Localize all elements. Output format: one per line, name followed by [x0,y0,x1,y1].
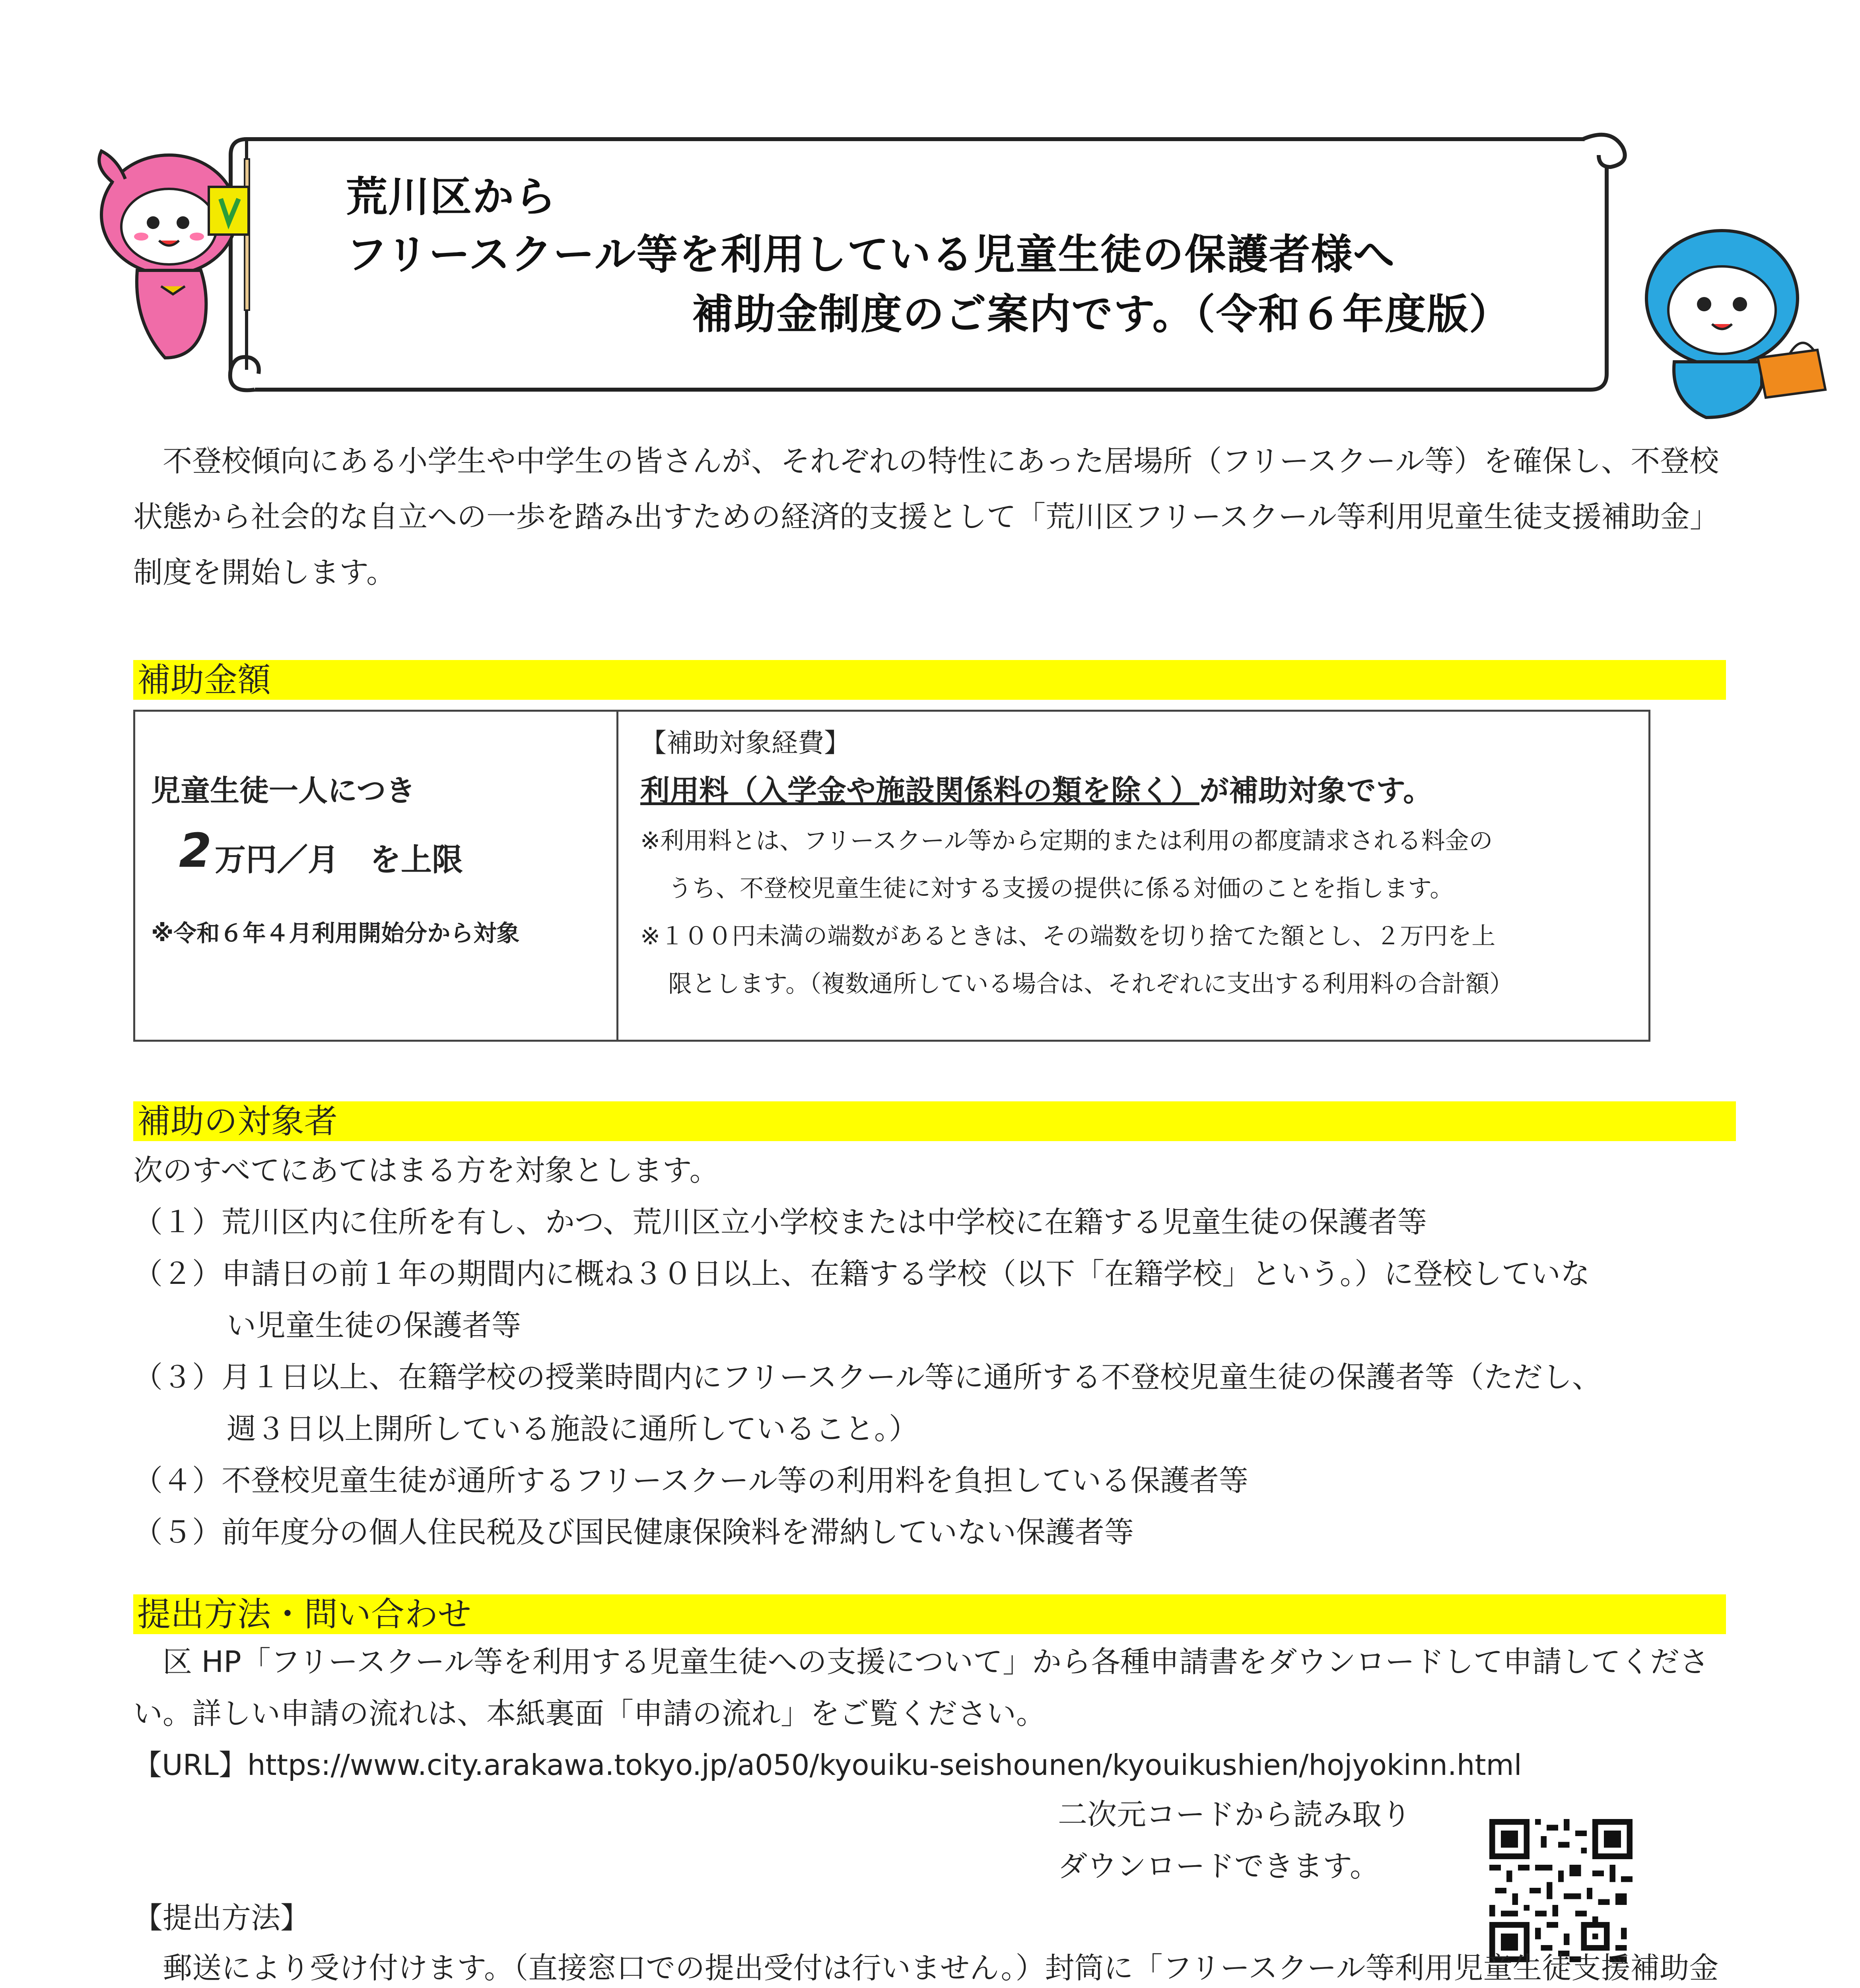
banner-line-1: 荒川区から [346,173,557,221]
method-text: 郵送により受け付けます。（直接窓口での提出受付は行いません。）封筒に「フリースクール等利用児童生徒支援補助金 [163,1951,1719,1985]
submit-paragraph: 区 HP「フリースクール等を利用する児童生徒への支援について」から各種申請書をダウンロードして申請してください。詳しい申請の流れは、本紙裏面「申請の流れ」をご覧ください。 [133,1645,1709,1731]
target-item-5-text: 前年度分の個人住民税及び国民健康保険料を滞納していない保護者等 [222,1515,1134,1549]
url-label: 【URL】 [133,1748,247,1782]
target-item-3-text: 月１日以上、在籍学校の授業時間内にフリースクール等に通所する不登校児童生徒の保護者等（ただし、 [222,1360,1602,1394]
target-item-4 [133,1455,1248,1506]
amount-table-divider [616,712,618,1040]
target-item-2 [133,1248,1590,1299]
target-heading: 補助の対象者 [133,1101,1736,1141]
target-item-2-number: （２） [133,1257,222,1291]
target-item-3 [133,1352,1602,1403]
banner-line-3: 補助金制度のご案内です。（令和６年度版） [692,290,1511,338]
target-item-4-number: （４） [133,1464,222,1498]
target-item-2-cont: い児童生徒の保護者等 [227,1309,521,1343]
target-item-3-cont: 週３日以上開所している施設に通所していること。） [227,1412,918,1446]
expense-main-suffix: が補助対象です。 [1199,774,1433,808]
amount-table [133,710,1650,1042]
target-item-5 [133,1507,1134,1558]
target-item-4-text: 不登校児童生徒が通所するフリースクール等の利用料を負担している保護者等 [222,1464,1248,1498]
submit-heading: 提出方法・問い合わせ [133,1594,1726,1634]
expense-note-2a: ※１００円未満の端数があるときは、その端数を切り捨てた額とし、２万円を上 [640,922,1496,950]
title-banner [223,131,1638,402]
expense-note-1b: うち、不登校児童生徒に対する支援の提供に係る対価のことを指します。 [668,875,1454,903]
target-item-2-text: 申請日の前１年の期間内に概ね３０日以上、在籍する学校（以下「在籍学校」という。）に登校していな [222,1257,1590,1291]
method-label: 【提出方法】 [133,1901,310,1935]
blue-mascot-illustration [1631,215,1837,425]
hojyokin-url-link[interactable]: https://www.city.arakawa.tokyo.jp/a050/kyouiku-seishounen/kyouikushien/hojyokinn.html [247,1748,1522,1782]
target-item-1-text: 荒川区内に住所を有し、かつ、荒川区立小学校または中学校に在籍する児童生徒の保護者等 [222,1205,1427,1239]
amount-unit: 万円／月 を上限 [215,842,463,878]
amount-per-student-label: 児童生徒一人につき [151,774,416,808]
expense-main-underlined: 利用料（入学金や施設関係料の類を除く） [640,774,1199,808]
expense-label: 【補助対象経費】 [640,728,850,758]
amount-heading: 補助金額 [133,660,1726,700]
expense-note-2b: 限とします。（複数通所している場合は、それぞれに支出する利用料の合計額） [668,970,1514,998]
amount-value: 2 [179,823,212,878]
qr-caption-2: ダウンロードできます。 [1058,1849,1380,1883]
qr-caption-1: 二次元コードから読み取り [1058,1798,1411,1832]
expense-main [640,767,1432,810]
target-item-3-number: （３） [133,1360,222,1394]
url-line [133,1740,1522,1790]
expense-note-1a: ※利用料とは、フリースクール等から定期的または利用の都度請求される料金の [640,827,1493,855]
target-item-5-number: （５） [133,1515,222,1549]
target-item-1 [133,1197,1427,1248]
target-item-1-number: （１） [133,1205,222,1239]
intro-paragraph: 不登校傾向にある小学生や中学生の皆さんが、それぞれの特性にあった居場所（フリースクール等）を確保し、不登校状態から社会的な自立への一歩を踏み出すための経済的支援として「荒川区フリースクール等利用児童生徒支援補助金」制度を開始します。 [133,444,1719,590]
amount-start-note: ※令和６年４月利用開始分から対象 [151,920,520,947]
banner-line-2: フリースクール等を利用している児童生徒の保護者様へ [346,230,1395,279]
qr-code-image[interactable] [1489,1819,1633,1962]
pink-mascot-illustration [89,135,296,382]
target-lead: 次のすべてにあてはまる方を対象とします。 [133,1153,719,1188]
